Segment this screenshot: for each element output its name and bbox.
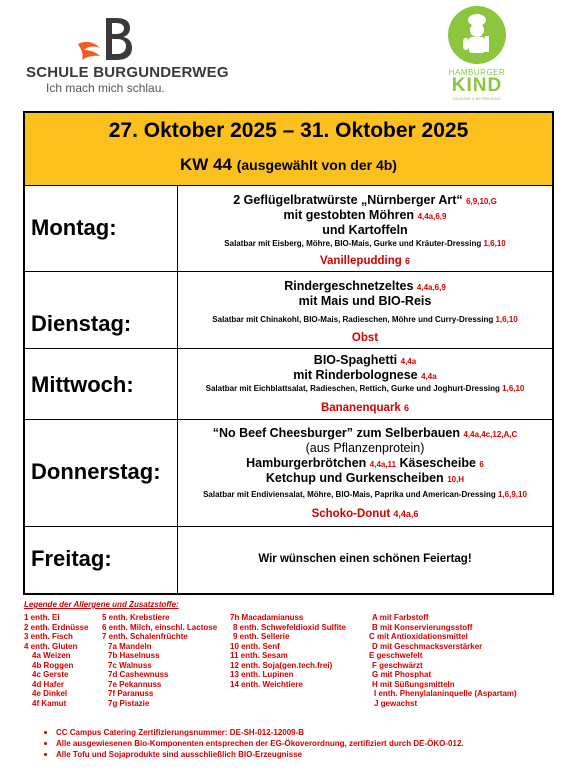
allergen-code: 4,4a,6,9 xyxy=(416,283,446,292)
legend-item: 4e Dinkel xyxy=(32,689,68,698)
legend-item: 11 enth. Sesam xyxy=(230,651,288,660)
school-slogan: Ich mach mich schlau. xyxy=(46,81,165,95)
meal-line: 2 Geflügelbratwürste „Nürnberger Art“ xyxy=(233,193,463,207)
meal-line: BIO-Spaghetti xyxy=(313,353,398,367)
allergen-code: 1,6,10 xyxy=(483,239,506,248)
allergen-code: 4,4a,6,9 xyxy=(417,212,447,221)
day-cell xyxy=(25,185,178,271)
day-label: Dienstag: xyxy=(31,311,132,336)
legend-item: 4f Kamut xyxy=(32,698,67,708)
legend-item: 4c Gerste xyxy=(32,670,69,679)
legend-column-2 xyxy=(102,613,217,708)
day-label: Donnerstag: xyxy=(31,459,161,484)
legend-item: H mit Süßungsmitteln xyxy=(372,679,455,689)
legend-item: C mit Antioxidationsmittel xyxy=(369,632,468,641)
salad-line: Salatbar mit Chinakohl, BIO-Mais, Radieschen, Möhre und Curry-Dressing xyxy=(212,315,494,324)
week-note: (ausgewählt von der 4b) xyxy=(236,157,397,173)
allergen-code: 10,H xyxy=(447,475,465,484)
day-label: Mittwoch: xyxy=(31,372,134,397)
legend-item: 4d Hafer xyxy=(32,679,65,689)
legend-item: D mit Geschmacksverstärker xyxy=(372,641,483,651)
legend-item: 7e Pekannuss xyxy=(108,679,162,689)
day-cell xyxy=(25,271,178,348)
dessert: Schoko-Donut xyxy=(311,508,391,520)
legend-item: I enth. Phenylalaninquelle (Aspartam) xyxy=(374,689,517,698)
allergen-code: 6 xyxy=(479,460,484,469)
meal-line: Rindergeschnetzeltes xyxy=(284,279,414,293)
legend-item: G mit Phosphat xyxy=(372,670,432,679)
legend-item: 1 enth. Ei xyxy=(24,613,60,622)
menu-table xyxy=(23,111,554,595)
legend-item: 7d Cashewnuss xyxy=(108,670,169,679)
legend-column-4 xyxy=(366,613,517,708)
legend-title: Legende der Allergene und Zusatzstoffe: xyxy=(24,600,179,609)
legend-item: 7 enth. Schalenfrüchte xyxy=(102,632,188,641)
day-cell xyxy=(25,526,178,593)
legend-item: 8 enth. Schwefeldioxid Sulfite xyxy=(233,622,346,632)
allergen-code: 4,4a xyxy=(400,357,417,366)
dessert: Vanillepudding xyxy=(320,255,402,267)
row-monday xyxy=(25,185,552,272)
allergen-code: 6 xyxy=(404,256,410,266)
partner-logo xyxy=(440,4,524,104)
dessert: Obst xyxy=(351,332,379,344)
legend-item: B mit Konservierungsstoff xyxy=(372,622,473,632)
legend-item: J gewachst xyxy=(374,698,418,708)
legend-column-1 xyxy=(24,613,88,708)
salad-line: Salatbar mit Eisberg, Möhre, BIO-Mais, Gurke und Kräuter-Dressing xyxy=(224,239,482,248)
legend-column-3 xyxy=(230,613,346,689)
allergen-code: 4,4a,11 xyxy=(369,460,397,469)
date-range: 27. Oktober 2025 – 31. Oktober 2025 xyxy=(108,119,469,142)
legend-item: 14 enth. Weichtiere xyxy=(230,679,303,689)
legend-item: 9 enth. Sellerie xyxy=(233,632,290,641)
legend-item: 6 enth. Milch, einschl. Lactose xyxy=(102,622,218,632)
legend-item: 4b Roggen xyxy=(32,660,74,670)
row-friday xyxy=(25,526,552,593)
meal-line: und Kartoffeln xyxy=(322,223,408,237)
day-cell xyxy=(25,348,178,419)
meal-cell xyxy=(178,271,552,348)
legend-item: 3 enth. Fisch xyxy=(24,632,73,641)
dessert: Bananenquark xyxy=(320,402,401,414)
holiday-message: Wir wünschen einen schönen Feiertag! xyxy=(258,553,472,565)
note-item: CC Campus Catering Zertifizierungsnummer: DE-SH-012-12009-B xyxy=(56,727,464,738)
meal-cell xyxy=(178,348,552,419)
legend-item: 2 enth. Erdnüsse xyxy=(24,622,89,632)
partner-top: HAMBURGER xyxy=(448,68,506,77)
salad-line: Salatbar mit Endiviensalat, Möhre, BIO-Mais, Paprika und American-Dressing xyxy=(203,490,496,499)
meal-line: Ketchup und Gurkenscheiben xyxy=(265,471,444,485)
meal-line: mit Rinderbolognese xyxy=(293,368,418,382)
meal-cell xyxy=(178,419,552,526)
meal-line: mit Mais und BIO-Reis xyxy=(298,294,432,308)
legend-item: 12 enth. Soja(gen.tech.frei) xyxy=(230,660,333,670)
legend-item: 10 enth. Senf xyxy=(230,641,280,651)
legend-item: 4 enth. Gluten xyxy=(24,641,78,651)
day-label: Montag: xyxy=(31,215,117,240)
legend-item: 7g Pistazie xyxy=(108,698,150,708)
legend-item: E geschwefelt xyxy=(369,651,423,660)
legend-item: A mit Farbstoff xyxy=(372,613,429,622)
legend-item: 13 enth. Lupinen xyxy=(230,670,294,679)
legend-item: 7c Walnuss xyxy=(108,660,152,670)
row-wednesday xyxy=(25,348,552,420)
meal-line: Hamburgerbrötchen xyxy=(246,456,367,470)
partner-name: KIND xyxy=(451,75,503,96)
meal-line: (aus Pflanzenprotein) xyxy=(305,441,425,455)
allergen-code: 1,6,10 xyxy=(502,384,525,393)
allergen-code: 6 xyxy=(404,403,410,413)
allergen-code: 4,4a xyxy=(421,372,437,381)
day-label: Freitag: xyxy=(31,546,112,571)
legend-item: 5 enth. Krebstiere xyxy=(102,613,170,622)
meal-line: “No Beef Cheesburger” zum Selberbauen xyxy=(212,426,460,440)
legend-item: F geschwärzt xyxy=(372,660,423,670)
legend-item: 7h Macadamianuss xyxy=(230,613,304,622)
certification-notes xyxy=(56,727,464,760)
meal-cell xyxy=(178,526,552,593)
row-tuesday xyxy=(25,271,552,349)
note-item: Alle ausgewiesenen Bio-Komponenten entsprechen der EG-Ökoverordnung, zertifiziert durch DE-ÖKO-012. xyxy=(56,739,464,748)
menu-header xyxy=(25,113,552,186)
day-cell xyxy=(25,419,178,526)
week-label xyxy=(25,155,552,175)
school-name: SCHULE BURGUNDERWEG xyxy=(26,64,229,81)
meal-line: Käsescheibe xyxy=(399,456,476,470)
meal-cell xyxy=(178,185,552,271)
legend-item: 4a Weizen xyxy=(32,651,71,660)
partner-sub: BILDUNG & BETREUUNG xyxy=(453,96,501,101)
allergen-code: 6,9,10,G xyxy=(466,197,497,206)
week-number: KW 44 xyxy=(180,155,232,174)
legend-item: 7f Paranuss xyxy=(108,689,154,698)
salad-line: Salatbar mit Eichblattsalat, Radieschen, Rettich, Gurke und Joghurt-Dressing xyxy=(205,384,500,393)
legend-item: 7b Haselnuss xyxy=(108,651,160,660)
allergen-code: 4,4a,4c,12,A,C xyxy=(463,430,518,439)
note-item: Alle Tofu und Sojaprodukte sind ausschließlich BIO-Erzeugnisse xyxy=(56,749,464,760)
allergen-code: 1,6,9,10 xyxy=(497,490,527,499)
meal-line: mit gestobten Möhren xyxy=(283,208,415,222)
school-logo xyxy=(24,8,229,95)
row-thursday xyxy=(25,419,552,527)
chef-icon xyxy=(448,6,506,64)
legend-item: 7a Mandeln xyxy=(108,641,152,651)
allergen-code: 1,6,10 xyxy=(495,315,518,324)
allergen-code: 4,4a,6 xyxy=(393,509,419,519)
school-b-icon xyxy=(76,14,146,64)
